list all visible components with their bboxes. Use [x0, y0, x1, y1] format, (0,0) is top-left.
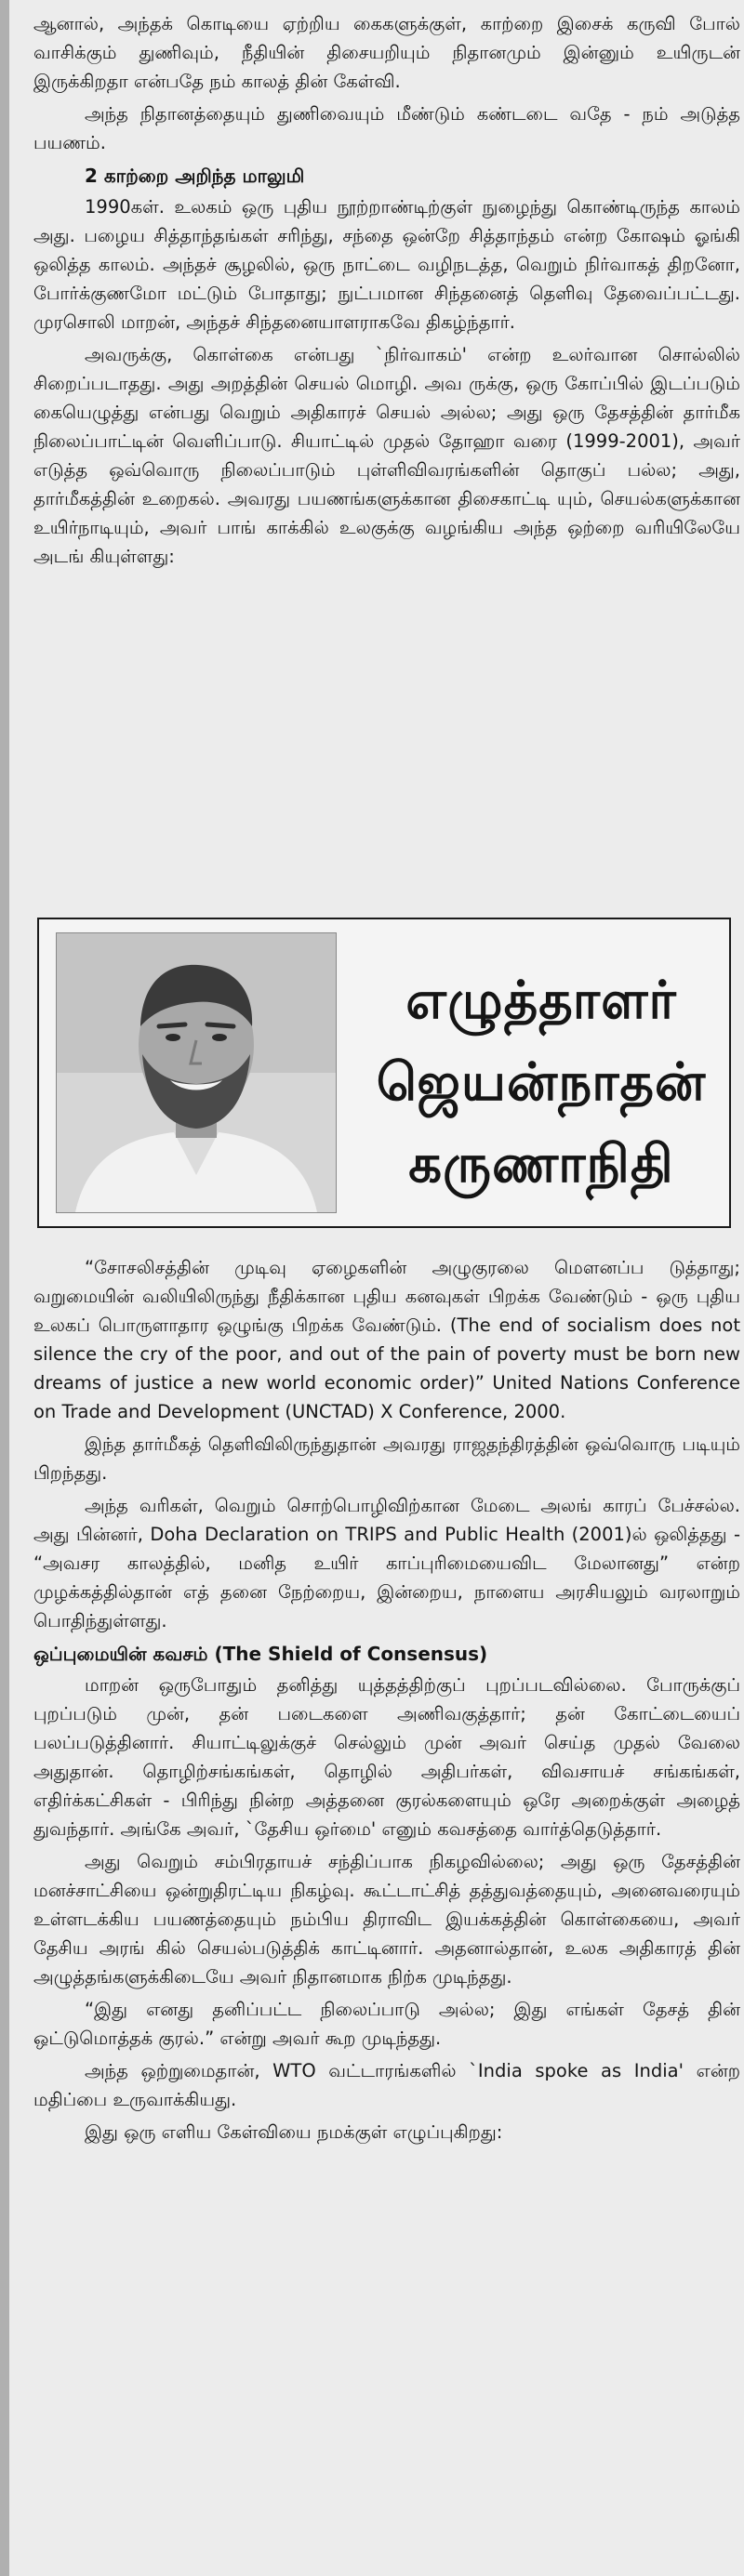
paragraph: அந்த ஒற்றுமைதான், WTO வட்டாரங்களில் `India spoke as India' என்ற மதிப்பை உருவாக்கியது. — [33, 2060, 740, 2110]
paragraph: ஆனால், அந்தக் கொடியை ஏற்றிய கைகளுக்குள், காற்றை இசைக் கருவி போல் வாசிக்கும் துணிவும், நீதியின் திசையறியும் நிதானமும் இன்னும் உயிருடன் இருக்கிறதா என்பதே நம் காலத் தின் கேள்வி. — [33, 13, 740, 92]
section-heading: ஒப்புமையின் கவசம் (The Shield of Consensus) — [33, 1643, 488, 1665]
paragraph: அந்த நிதானத்தையும் துணிவையும் மீண்டும் கண்டடை வதே - நம் அடுத்த பயணம். — [33, 103, 740, 153]
quote-paragraph: “இது எனது தனிப்பட்ட நிலைப்பாடு அல்ல; இது எங்கள் தேசத் தின் ஒட்டுமொத்தக் குரல்.” என்று அவர் கூற முடிந்தது. — [33, 1999, 740, 2049]
author-name — [374, 960, 709, 1206]
paragraph: 1990கள். உலகம் ஒரு புதிய நூற்றாண்டிற்குள் நுழைந்து கொண்டிருந்த காலம் அது. பழைய சித்தாந்தங்கள் சரிந்து, சந்தை ஒன்றே சித்தாந்தம் என்ற கோஷம் ஓங்கி ஒலித்த காலம். அந்தச் சூழலில், ஒரு நாட்டை வழிநடத்த, வெறும் நிர்வாகத் திறனோ, போர்க்குணமோ மட்டும் போதாது; நுட்பமான சிந்தனைத் தெளிவு தேவைப்பட்டது. முரசொலி மாறன், அந்தச் சிந்தனையாளராகவே திகழ்ந்தார். — [33, 196, 740, 333]
author-photo — [56, 932, 337, 1213]
article-section-2 — [33, 1253, 740, 2150]
author-first-name: ஜெயன்நாதன் — [376, 1052, 707, 1113]
quote-paragraph: “சோசலிசத்தின் முடிவு ஏழைகளின் அழுகுரலை மௌனப்ப டுத்தாது; வறுமையின் வலியிலிருந்து நீதிக்கான புதிய கனவுகள் பிறக்க வேண்டும் - ஒரு புதிய உலகப் பொருளாதார ஒழுங்கு பிறக்க வேண்டும். (The end of socialism does not silence the cry of the poor, and out of the pain of poverty must be born new dreams of justice a new world economic order)” United Nations Conference on Trade and Development (UNCTAD) X Conference, 2000. — [33, 1257, 740, 1422]
author-title: எழுத்தாளர் — [405, 971, 677, 1031]
paragraph: இது ஒரு எளிய கேள்வியை நமக்குள் எழுப்புகிறது: — [85, 2121, 503, 2143]
paragraph: இந்த தார்மீகத் தெளிவிலிருந்துதான் அவரது ராஜதந்திரத்தின் ஒவ்வொரு படியும் பிறந்தது. — [33, 1433, 740, 1484]
article-section-1 — [33, 9, 740, 575]
paragraph: அவருக்கு, கொள்கை என்பது `நிர்வாகம்' என்ற உலர்வான சொல்லில் சிறைப்படாதது. அது அறத்தின் செயல் மொழி. அவ ருக்கு, ஒரு கோப்பில் இடப்படும் கையெழுத்து என்பது வெறும் அதிகாரச் செயல் அல்ல; அது ஒரு தேசத்தின் தார்மீக நிலைப்பாட்டின் வெளிப்பாடு. சியாட்டில் முதல் தோஹா வரை (1999-2001), அவர் எடுத்த ஒவ்வொரு நிலைப்பாடும் புள்ளிவிவரங்களின் தொகுப் பல்ல; அது, தார்மீகத்தின் உறைகல். அவரது பயணங்களுக்கான திசைகாட்டி யும், செயல்களுக்கான உயிர்நாடியும், அவர் பாங் காக்கில் உலகுக்கு வழங்கிய அந்த ஒற்றை வரியிலேயே அடங் கியுள்ளது: — [33, 344, 740, 567]
paragraph: மாறன் ஒருபோதும் தனித்து யுத்தத்திற்குப் புறப்படவில்லை. போருக்குப் புறப்படும் முன், தன் படைகளை அணிவகுத்தார்; தன் கோட்டையைப் பலப்படுத்தினார். சியாட்டிலுக்குச் செல்லும் முன் அவர் செய்த முதல் வேலை அதுதான். தொழிற்சங்கங்கள், தொழில் அதிபர்கள், விவசாயச் சங்கங்கள், எதிர்க்கட்சிகள் - பிரிந்து நின்ற அத்தனை குரல்களையும் ஒரே அறைக்குள் அழைத் துவந்தார். அங்கே அவர், `தேசிய ஒர்மை' எனும் கவசத்தை வார்த்தெடுத்தார். — [33, 1674, 740, 1840]
paragraph: அது வெறும் சம்பிரதாயச் சந்திப்பாக நிகழவில்லை; அது ஒரு தேசத்தின் மனச்சாட்சியை ஒன்றுதிரட்டிய நிகழ்வு. கூட்டாட்சித் தத்துவத்தையும், அனைவரையும் உள்ளடக்கிய பயணத்தையும் நம்பிய திராவிட இயக்கத்தின் கொள்கையை, அவர் தேசிய அரங் கில் செயல்படுத்திக் காட்டினார். அதனால்தான், உலக அதிகாரத் தின் அழுத்தங்களுக்கிடையே அவர் நிதானமாக நிற்க முடிந்தது. — [33, 1851, 740, 1988]
section-heading: 2 காற்றை அறிந்த மாலுமி — [85, 165, 305, 187]
paragraph: அந்த வரிகள், வெறும் சொற்பொழிவிற்கான மேடை அலங் காரப் பேச்சல்ல. அது பின்னர், Doha Declaration on TRIPS and Public Health (2001)ல் ஒலித்தது - “அவசர காலத்தில், மனித உயிர் காப்புரிமையைவிட மேலானது” என்ற முழக்கத்தில்தான் எத் தனை நேற்றைய, இன்றைய, நாளைய அரசியலும் வரலாறும் பொதிந்துள்ளது. — [33, 1495, 740, 1631]
author-profile-box — [37, 918, 731, 1228]
author-last-name: கருணாநிதி — [408, 1134, 674, 1195]
